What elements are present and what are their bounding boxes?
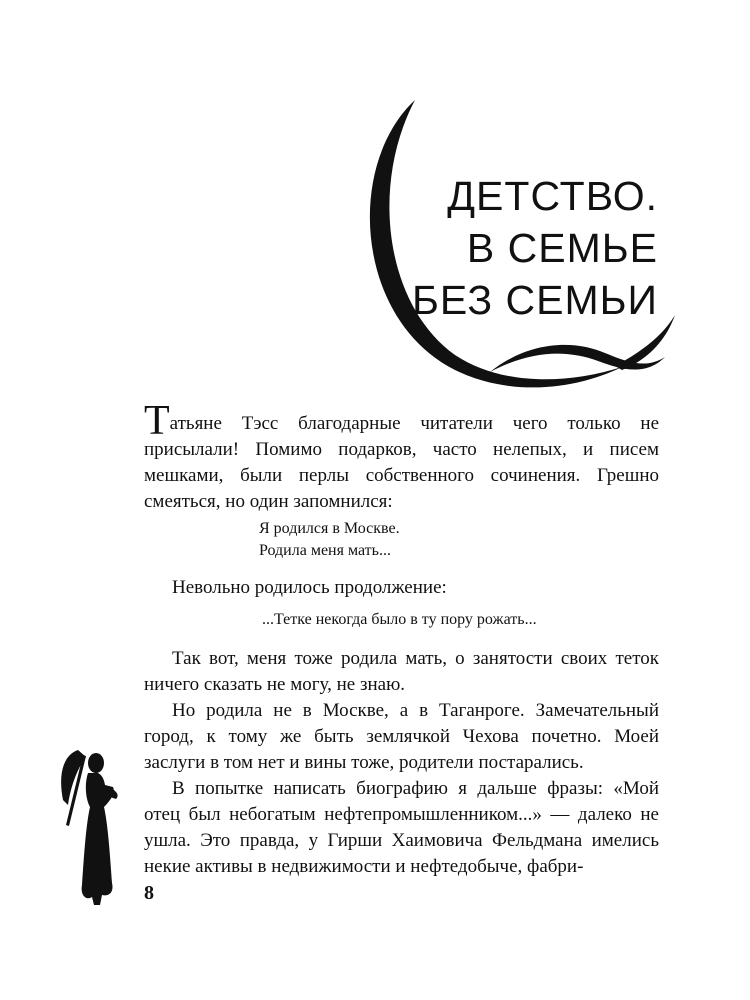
chapter-title-line-3: БЕЗ СЕМЬИ [412, 277, 658, 323]
paragraph-2: Невольно родилось продолжение: [172, 577, 447, 598]
paragraph-1-text: атьяне Тэсс благодарные читатели чего только не присылали! Помимо подарков, часто нелепых, и писем мешками, были перлы собственного сочинения. Грешно смеяться, но один запомнился: [144, 413, 659, 512]
verse-2 [144, 609, 659, 631]
chapter-title-line-2: В СЕМЬЕ [466, 225, 658, 271]
verse-1-line-1: Я родился в Москве. [259, 520, 400, 537]
paragraph-4: Но родила не в Москве, а в Таганроге. Замечательный город, к тому же быть землячкой Чехова почетно. Моей заслуги в том нет и вины тоже, родители постарались. [144, 700, 659, 773]
body-text [144, 398, 659, 515]
drop-cap: Т [144, 398, 170, 444]
woman-umbrella-silhouette-icon [58, 745, 133, 910]
verse-1 [144, 518, 659, 562]
verse-2-line-1: ...Тетке некогда было в ту пору рожать... [262, 611, 537, 628]
chapter-title [412, 170, 658, 326]
paragraphs-rest [144, 646, 659, 880]
paragraph-3: Так вот, меня тоже родила мать, о занятости своих теток ничего сказать не могу, не знаю. [144, 648, 659, 695]
verse-1-line-2: Родила меня мать... [259, 542, 391, 559]
paragraph-1 [144, 398, 659, 515]
paragraph-5: В попытке написать биографию я дальше фразы: «Мой отец был небогатым нефтепромышленником...» — далеко не ушла. Это правда, у Гирши Хаимовича Фельдмана имелись некие активы в недвижимости и нефтедобыче, фабри- [144, 778, 659, 877]
chapter-title-line-1: ДЕТСТВО. [447, 173, 658, 219]
paragraph-2-block [144, 575, 659, 601]
page-number: 8 [144, 882, 154, 904]
